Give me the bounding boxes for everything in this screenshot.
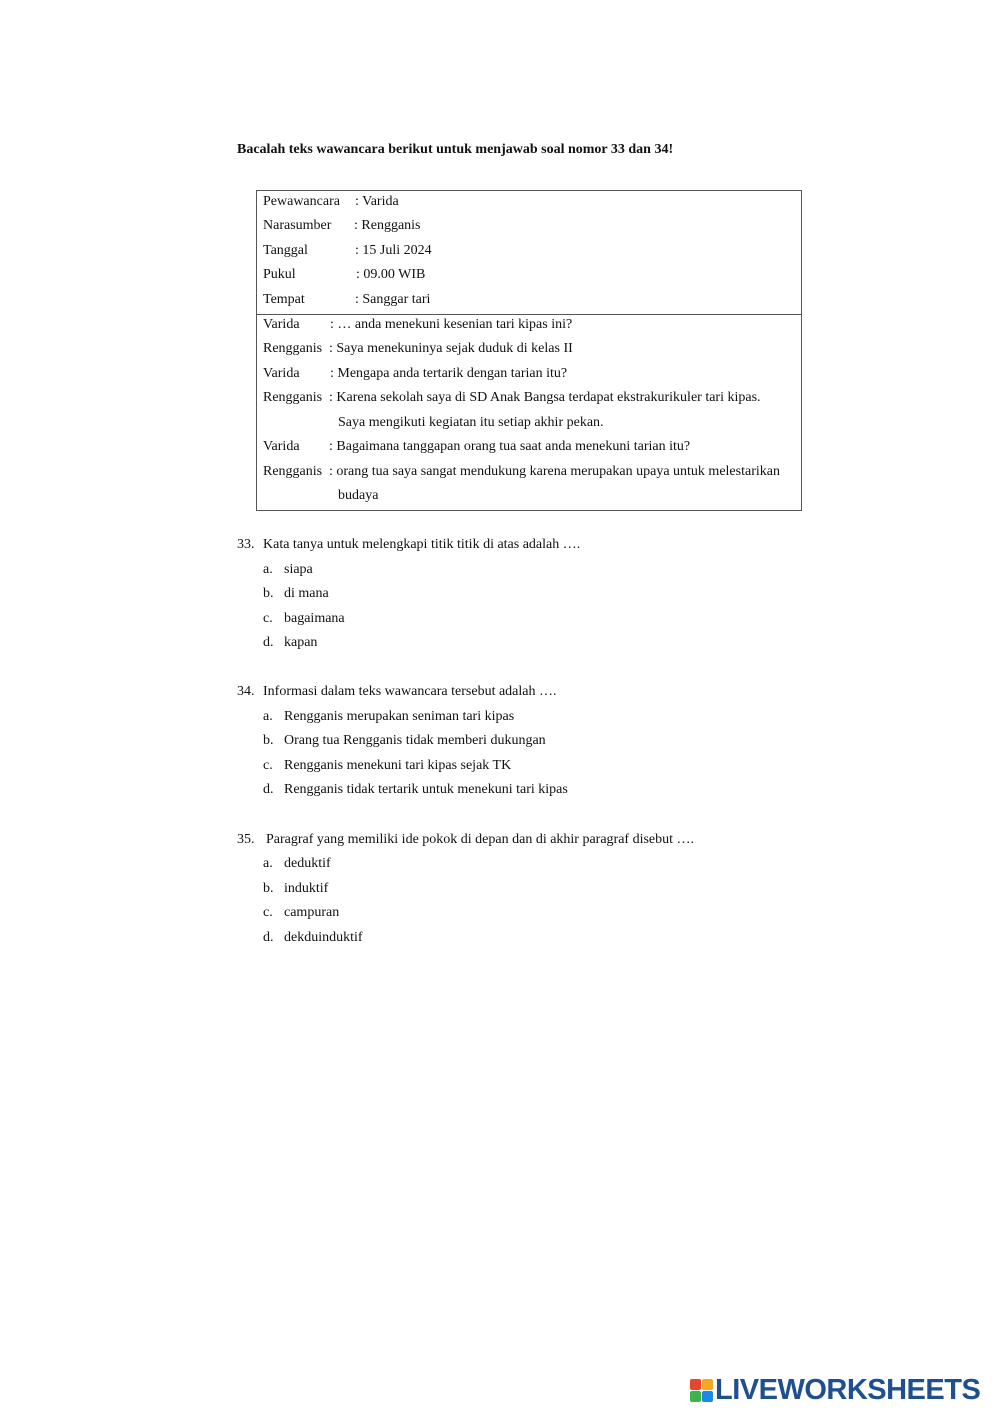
dialogue-continuation-text: Saya mengikuti kegiatan itu setiap akhir pekan. — [338, 415, 604, 430]
logo-square — [690, 1379, 701, 1390]
option-letter: a. — [263, 709, 273, 724]
logo-text: LIVEWORKSHEETS — [715, 1373, 981, 1406]
logo-square — [690, 1391, 701, 1402]
logo-square — [702, 1391, 713, 1402]
header-label: Tempat — [263, 292, 305, 307]
option-text: kapan — [284, 635, 318, 650]
option-text: campuran — [284, 905, 340, 920]
interview-box — [256, 190, 802, 511]
option-text: di mana — [284, 586, 329, 601]
header-label: Narasumber — [263, 218, 332, 233]
header-label: Pukul — [263, 267, 296, 282]
option-letter: a. — [263, 856, 273, 871]
option-text: bagaimana — [284, 611, 345, 626]
option-letter: b. — [263, 881, 274, 896]
dialogue-speaker: Varida — [263, 439, 300, 454]
option-letter: d. — [263, 782, 274, 797]
instruction-heading: Bacalah teks wawancara berikut untuk menjawab soal nomor 33 dan 34! — [237, 142, 674, 157]
dialogue-text: : Karena sekolah saya di SD Anak Bangsa terdapat ekstrakurikuler tari kipas. — [329, 390, 761, 405]
option-text: deduktif — [284, 856, 331, 871]
header-value: : Sanggar tari — [355, 292, 431, 307]
dialogue-continuation-text: budaya — [338, 488, 379, 503]
dialogue-speaker: Rengganis — [263, 464, 323, 479]
option-letter: c. — [263, 758, 273, 773]
header-value: : Rengganis — [354, 218, 421, 233]
header-value: : 09.00 WIB — [356, 267, 426, 282]
dialogue-speaker: Rengganis — [263, 390, 323, 405]
question-number: 34. — [237, 684, 255, 699]
liveworksheets-logo — [690, 1374, 990, 1406]
dialogue-text: : Bagaimana tanggapan orang tua saat anda menekuni tarian itu? — [329, 439, 691, 454]
question-text: Paragraf yang memiliki ide pokok di depan dan di akhir paragraf disebut …. — [266, 832, 695, 847]
option-text: Rengganis tidak tertarik untuk menekuni tari kipas — [284, 782, 568, 797]
question-text: Kata tanya untuk melengkapi titik titik di atas adalah …. — [263, 537, 581, 552]
question-number: 35. — [237, 832, 255, 847]
dialogue-speaker: Rengganis — [263, 341, 323, 356]
header-value: : Varida — [355, 194, 399, 209]
option-letter: d. — [263, 635, 274, 650]
dialogue-text: : Mengapa anda tertarik dengan tarian itu? — [330, 366, 568, 381]
dialogue-speaker: Varida — [263, 317, 300, 332]
option-text: Rengganis merupakan seniman tari kipas — [284, 709, 515, 724]
option-letter: b. — [263, 733, 274, 748]
option-text: induktif — [284, 881, 329, 896]
question-text: Informasi dalam teks wawancara tersebut adalah …. — [263, 684, 557, 699]
dialogue-text: : Saya menekuninya sejak duduk di kelas II — [329, 341, 573, 356]
logo-square — [702, 1379, 713, 1390]
header-value: : 15 Juli 2024 — [355, 243, 432, 258]
dialogue-text: : … anda menekuni kesenian tari kipas ini? — [330, 317, 573, 332]
option-letter: c. — [263, 611, 273, 626]
option-letter: d. — [263, 930, 274, 945]
option-text: Rengganis menekuni tari kipas sejak TK — [284, 758, 512, 773]
header-label: Pewawancara — [263, 194, 340, 209]
logo-mark-icon — [690, 1379, 713, 1402]
header-label: Tanggal — [263, 243, 308, 258]
option-text: dekduinduktif — [284, 930, 363, 945]
option-letter: b. — [263, 586, 274, 601]
option-letter: a. — [263, 562, 273, 577]
option-text: Orang tua Rengganis tidak memberi dukungan — [284, 733, 546, 748]
option-text: siapa — [284, 562, 313, 577]
box-divider — [257, 314, 801, 315]
question-number: 33. — [237, 537, 255, 552]
dialogue-speaker: Varida — [263, 366, 300, 381]
dialogue-text: : orang tua saya sangat mendukung karena merupakan upaya untuk melestarikan — [329, 464, 780, 479]
option-letter: c. — [263, 905, 273, 920]
